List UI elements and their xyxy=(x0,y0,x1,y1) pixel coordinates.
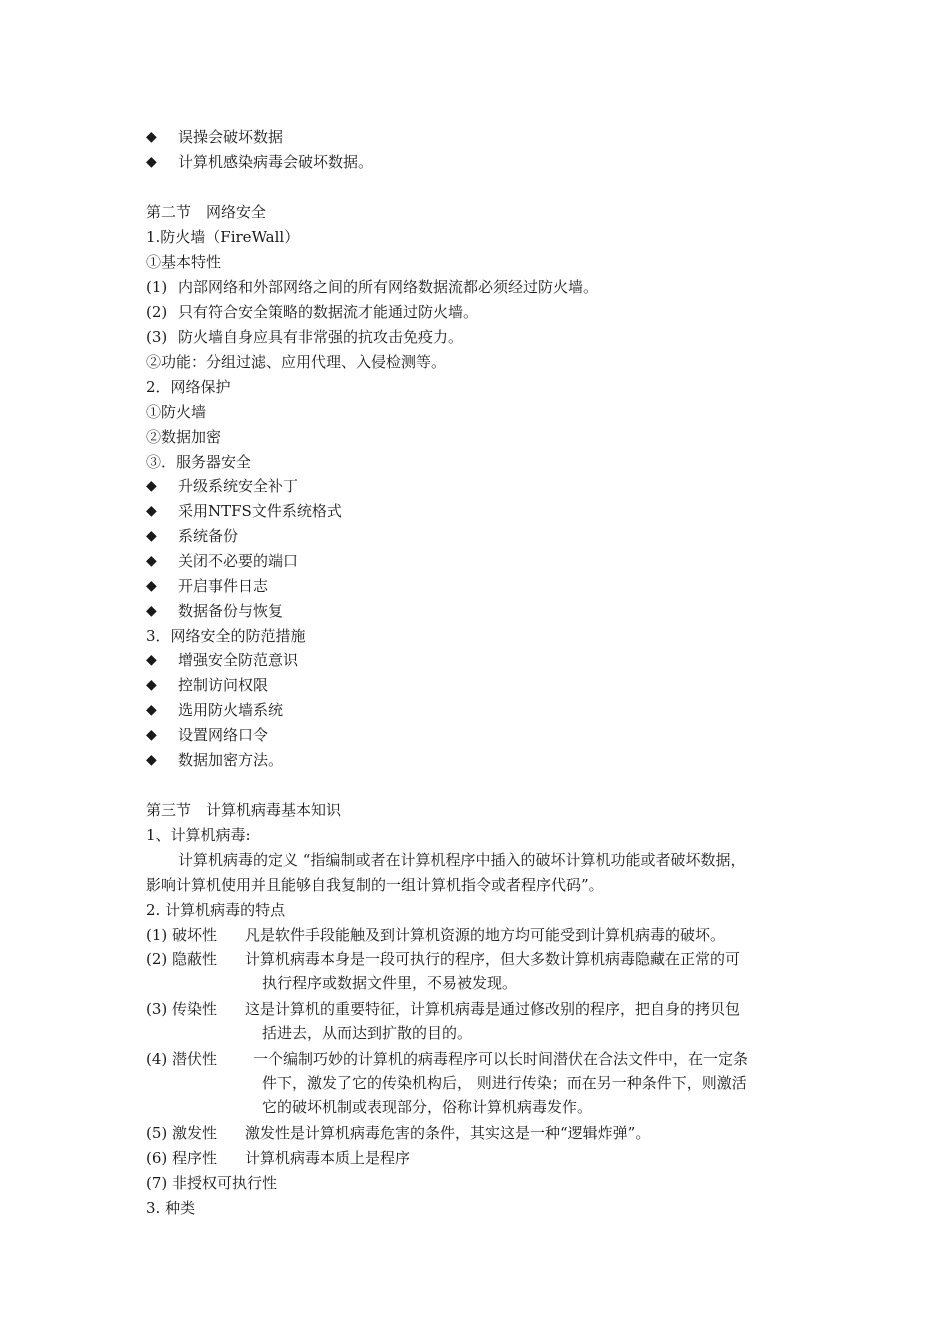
bullet-diamond-icon: ◆ xyxy=(146,578,157,594)
trait-text: 计算机病毒本质上是程序 xyxy=(245,1149,411,1167)
bullet-diamond-icon: ◆ xyxy=(146,528,157,544)
server-bullet-item: 采用NTFS文件系统格式 xyxy=(178,502,342,520)
trait-text: 执行程序或数据文件里，不易被发现。 xyxy=(262,974,518,992)
protection-item: ①防火墙 xyxy=(146,403,207,421)
trait-text: 凡是软件手段能触及到计算机资源的地方均可能受到计算机病毒的破坏。 xyxy=(245,926,726,944)
definition-line: 计算机病毒的定义 “指编制或者在计算机程序中插入的破坏计算机功能或者破坏数据， xyxy=(178,851,746,869)
bullet-diamond-icon: ◆ xyxy=(146,154,157,170)
bullet-diamond-icon: ◆ xyxy=(146,727,157,743)
feature-text: 内部网络和外部网络之间的所有网络数据流都必须经过防火墙。 xyxy=(178,278,599,296)
protection-item: ②数据加密 xyxy=(146,428,222,446)
bullet-diamond-icon: ◆ xyxy=(146,677,157,693)
trait-text: 它的破坏机制或表现部分，俗称计算机病毒发作。 xyxy=(262,1098,593,1116)
bullet-diamond-icon: ◆ xyxy=(146,553,157,569)
section2-title: 第二节 网络安全 xyxy=(146,203,267,221)
protection-heading: 2．网络保护 xyxy=(146,378,231,396)
measure-bullet-item: 增强安全防范意识 xyxy=(178,651,299,669)
bullet-diamond-icon: ◆ xyxy=(146,752,157,768)
measure-bullet-item: 数据加密方法。 xyxy=(178,751,284,769)
trait-label: (5) 激发性 xyxy=(146,1124,218,1142)
feature-number: (1) xyxy=(146,278,168,296)
trait-label: (1) 破坏性 xyxy=(146,926,218,944)
types-heading: 3. 种类 xyxy=(146,1199,196,1217)
bullet-diamond-icon: ◆ xyxy=(146,702,157,718)
feature-number: (2) xyxy=(146,303,168,321)
traits-heading: 2. 计算机病毒的特点 xyxy=(146,901,286,919)
firewall-heading: 1.防火墙（FireWall） xyxy=(146,228,300,246)
server-bullet-item: 开启事件日志 xyxy=(178,577,269,595)
protection-item: ③．服务器安全 xyxy=(146,453,252,471)
server-bullet-item: 升级系统安全补丁 xyxy=(178,477,299,495)
trait-text: 件下，激发了它的传染机构后， 则进行传染；而在另一种条件下，则激活 xyxy=(262,1074,747,1092)
bullet-diamond-icon: ◆ xyxy=(146,129,157,145)
bullet-diamond-icon: ◆ xyxy=(146,652,157,668)
top-bullet-item: 计算机感染病毒会破坏数据。 xyxy=(178,153,374,171)
trait-text: 激发性是计算机病毒危害的条件，其实这是一种“逻辑炸弹”。 xyxy=(245,1124,651,1142)
feature-text: 防火墙自身应具有非常强的抗攻击免疫力。 xyxy=(178,328,464,346)
server-bullet-item: 数据备份与恢复 xyxy=(178,602,284,620)
top-bullet-item: 误操会破坏数据 xyxy=(178,128,284,146)
bullet-diamond-icon: ◆ xyxy=(146,603,157,619)
feature-number: (3) xyxy=(146,328,168,346)
measures-heading: 3．网络安全的防范措施 xyxy=(146,627,306,645)
bullet-diamond-icon: ◆ xyxy=(146,503,157,519)
section3-title: 第三节 计算机病毒基本知识 xyxy=(146,801,342,819)
trait-text: 这是计算机的重要特征，计算机病毒是通过修改别的程序，把自身的拷贝包 xyxy=(245,1000,741,1018)
server-bullet-item: 系统备份 xyxy=(178,527,239,545)
measure-bullet-item: 控制访问权限 xyxy=(178,676,269,694)
trait-label: (4) 潜伏性 xyxy=(146,1050,218,1068)
trait-text: 计算机病毒本身是一段可执行的程序，但大多数计算机病毒隐藏在正常的可 xyxy=(245,950,741,968)
trait-label: (2) 隐蔽性 xyxy=(146,950,218,968)
measure-bullet-item: 选用防火墙系统 xyxy=(178,701,284,719)
trait-label: (6) 程序性 xyxy=(146,1149,218,1167)
bullet-diamond-icon: ◆ xyxy=(146,478,157,494)
virus-heading: 1、计算机病毒: xyxy=(146,826,251,844)
trait-text: 括进去，从而达到扩散的目的。 xyxy=(262,1024,473,1042)
trait-text: 一个编制巧妙的计算机的病毒程序可以长时间潜伏在合法文件中，在一定条 xyxy=(253,1050,749,1068)
basic-features-heading: ①基本特性 xyxy=(146,253,222,271)
trait-label: (3) 传染性 xyxy=(146,1000,218,1018)
function-line: ②功能：分组过滤、应用代理、入侵检测等。 xyxy=(146,353,447,371)
trait-label: (7) 非授权可执行性 xyxy=(146,1174,278,1192)
server-bullet-item: 关闭不必要的端口 xyxy=(178,552,299,570)
definition-line: 影响计算机使用并且能够自我复制的一组计算机指令或者程序代码”。 xyxy=(146,876,604,894)
feature-text: 只有符合安全策略的数据流才能通过防火墙。 xyxy=(178,303,479,321)
measure-bullet-item: 设置网络口令 xyxy=(178,726,269,744)
